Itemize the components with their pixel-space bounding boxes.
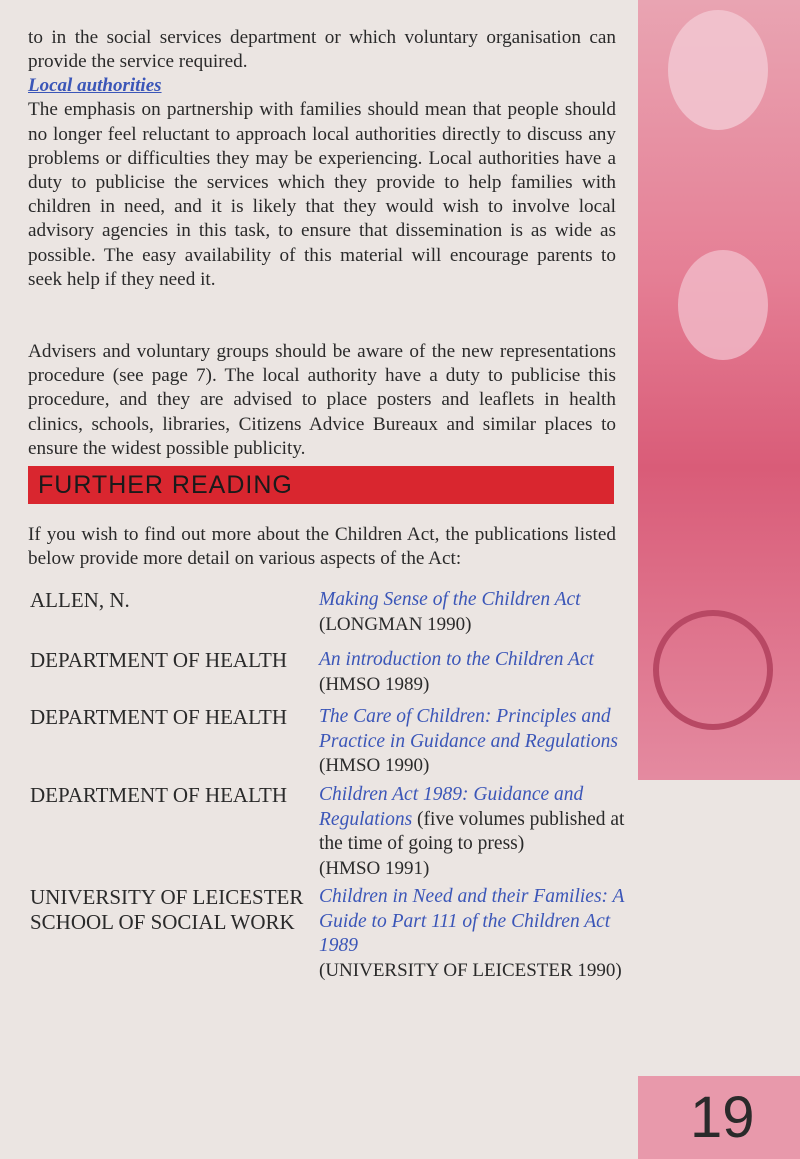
wheelchair-image bbox=[653, 610, 773, 730]
reference-item bbox=[30, 885, 630, 985]
reference-work bbox=[319, 885, 629, 983]
baby-face-image bbox=[668, 10, 768, 130]
reference-publisher: (HMSO 1990) bbox=[319, 755, 430, 776]
reference-note: (five volumes published at the time of going to press) bbox=[319, 808, 625, 854]
further-reading-banner: FURTHER READING bbox=[28, 466, 614, 504]
reference-item bbox=[30, 588, 630, 648]
further-reading-intro: If you wish to find out more about the Children Act, the publications listed below provide more detail on various aspects of the Act: bbox=[28, 524, 616, 570]
child-face-image bbox=[678, 250, 768, 360]
reference-author: DEPARTMENT OF HEALTH bbox=[30, 648, 287, 672]
paragraph-3: Advisers and voluntary groups should be aware of the new representations procedure (see page 7). The local authority have a duty to publicise this procedure, and they are advised to place posters and leaflets in health clinics, schools, libraries, Citizens Advice Bureaux and similar places to ensure the widest possible publicity. bbox=[28, 341, 616, 459]
reference-title: The Care of Children: Principles and Practice in Guidance and Regulations bbox=[319, 706, 618, 752]
reference-author: UNIVERSITY OF LEICESTER SCHOOL OF SOCIAL WORK bbox=[30, 885, 304, 934]
reference-title: Children Act 1989: Guidance and Regulations bbox=[319, 784, 584, 830]
reference-work bbox=[319, 648, 629, 697]
reference-item bbox=[30, 783, 630, 885]
page-number: 19 bbox=[638, 1076, 800, 1159]
reference-title: An introduction to the Children Act bbox=[319, 649, 594, 670]
paragraph-2: The emphasis on partnership with families should mean that people should no longer feel reluctant to approach local authorities directly to discuss any problems or difficulties they may be experiencing. Local authorities have a duty to publicise the services which they provide to help families with children in need, and it is likely that they would wish to involve local advisory agencies in this task, to ensure that dissemination is as wide as possible. The easy availability of this material will encourage parents to seek help if they need it. bbox=[28, 99, 616, 290]
reference-author: DEPARTMENT OF HEALTH bbox=[30, 705, 287, 729]
reference-author: ALLEN, N. bbox=[30, 588, 130, 612]
subheading-local-authorities: Local authorities bbox=[28, 75, 162, 97]
reference-work bbox=[319, 783, 629, 881]
side-photo-strip bbox=[638, 0, 800, 780]
reference-publisher: (HMSO 1991) bbox=[319, 857, 430, 879]
reference-publisher: (LONGMAN 1990) bbox=[319, 613, 472, 635]
reference-list bbox=[30, 588, 630, 985]
paragraph-1: to in the social services department or which voluntary organisation can provide the service required. bbox=[28, 27, 616, 73]
reference-work bbox=[319, 588, 629, 637]
reference-title: Making Sense of the Children Act bbox=[319, 589, 581, 610]
reference-item bbox=[30, 705, 630, 783]
reference-item bbox=[30, 648, 630, 705]
reference-author: DEPARTMENT OF HEALTH bbox=[30, 783, 287, 807]
reference-publisher: (HMSO 1989) bbox=[319, 673, 430, 695]
reference-work bbox=[319, 705, 629, 779]
reference-title: Children in Need and their Families: A Guide to Part 111 of the Children Act 1989 bbox=[319, 886, 625, 956]
main-text-column bbox=[28, 26, 616, 461]
reference-publisher: (UNIVERSITY OF LEICESTER 1990) bbox=[319, 959, 622, 981]
